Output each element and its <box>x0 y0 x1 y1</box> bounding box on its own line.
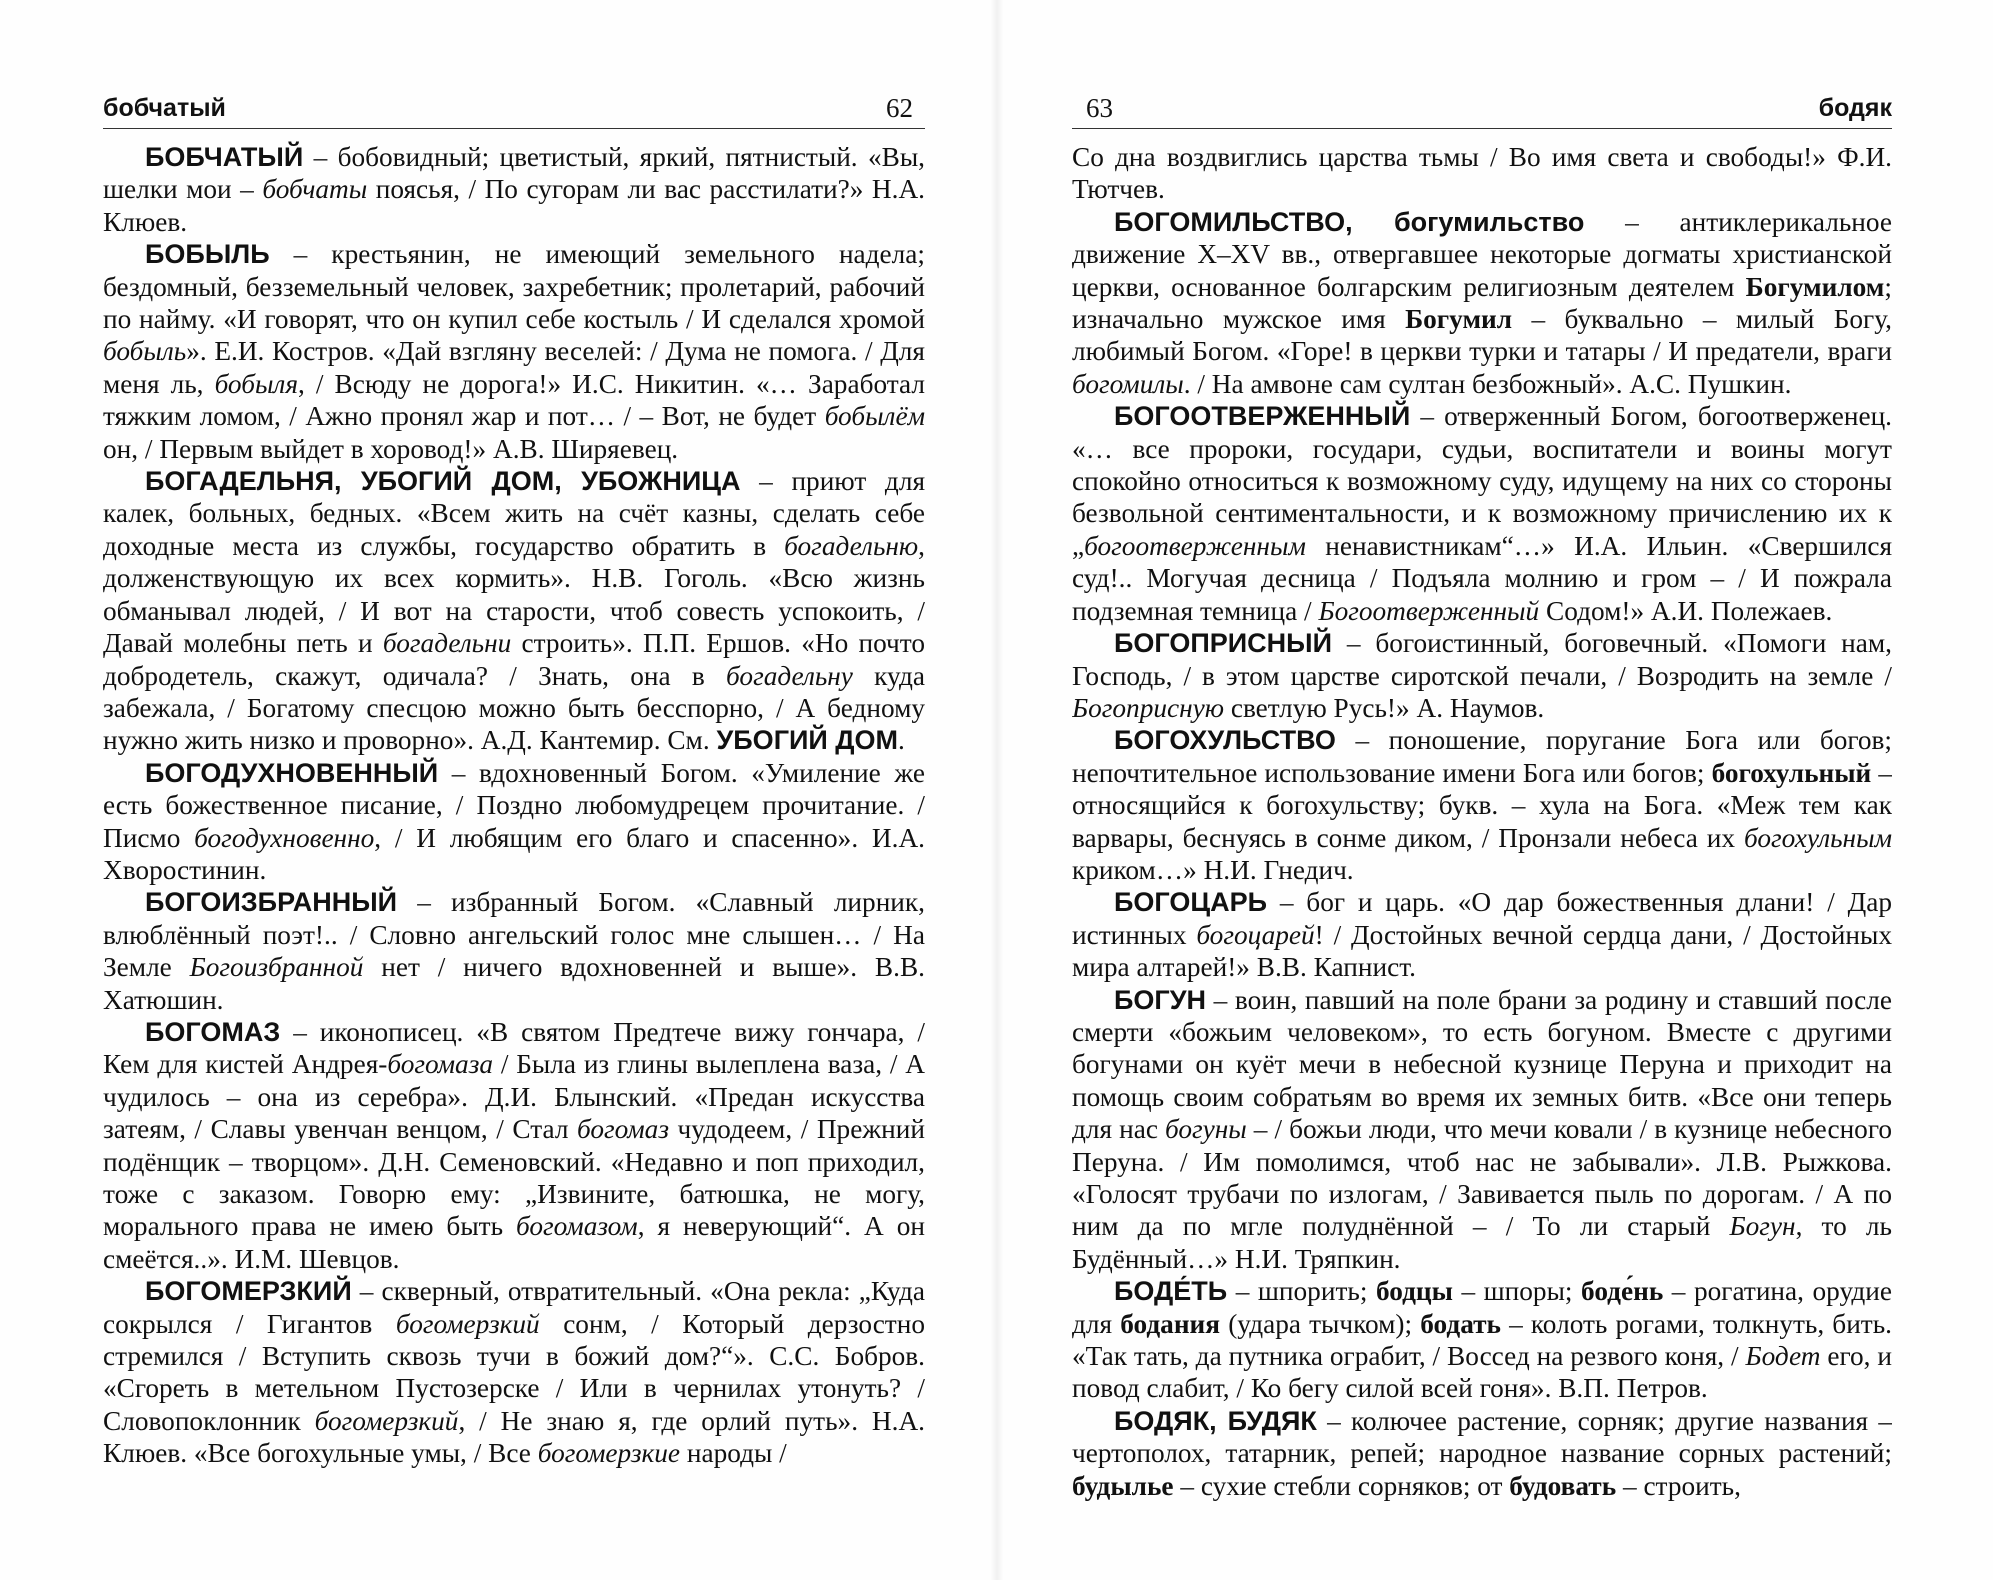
dictionary-entry <box>103 886 925 1016</box>
italic-example-word: богомилы <box>1072 368 1184 399</box>
book-spine <box>990 0 1004 1580</box>
entry-text: – воин, павший на поле брани за родину и ставший после смерти «божьим человеком», то есть богуном. Вместе с другими богунами он куёт мечи в небесной кузнице Перуна и приходит на помощь своим собратьям во время их земных битв. «Все они теперь для нас <box>1072 984 1892 1145</box>
left-running-word: бобчатый <box>103 94 226 122</box>
entry-text: он, / Первым выйдет в хоровод!» А.В. Ширяевец. <box>103 433 679 464</box>
entry-text: / Была из глины вылеплена ваза, / А чудилось – она из серебра». Д.И. Блынский. «Предан искусства затеям, / Славы увенчан венцом, / Стал <box>103 1049 925 1145</box>
entry-headword: БОДЯК, БУДЯК <box>1114 1405 1317 1436</box>
entry-text: , я неверующий“. А он смеётся..». И.М. Шевцов. <box>103 1211 925 1274</box>
entry-text: – колоть рогами, толкнуть, бить. «Так тать, да путника ограбит, / Воссед на резвого коня, / <box>1072 1308 1892 1372</box>
bold-term: бодания <box>1120 1308 1221 1339</box>
entry-text: – скверный, отвратительный. «Она рекла: „Куда сокрылся / Гигантов <box>103 1276 925 1339</box>
dictionary-entry <box>1072 1275 1892 1405</box>
italic-example-word: богадельну <box>726 660 853 691</box>
italic-example-word: богомерзкие <box>537 1438 681 1469</box>
entry-text: , то ль Будённый…» Н.И. Тряпкин. <box>1072 1211 1892 1274</box>
dictionary-entry <box>103 1275 925 1469</box>
bold-term: Богумил <box>1405 304 1513 335</box>
right-running-head <box>1072 92 1892 129</box>
right-running-word: бодяк <box>1818 94 1892 122</box>
cross-reference: УБОГИЙ ДОМ <box>716 725 899 756</box>
entry-text: – сухие стебли сорняков; от <box>1173 1470 1510 1501</box>
italic-example-word: бобыль <box>103 336 187 367</box>
entry-text: чудодеем, / Прежний подёнщик – творцом». Д.Н. Семеновский. «Недавно и поп приходил, тоже с заказом. Говорю ему: „Извините, батюшка, не могу, морального права не имею быть <box>103 1114 925 1242</box>
italic-example-word: богадельню <box>784 530 919 561</box>
entry-text: народы / <box>680 1438 787 1469</box>
entry-headword: БОГОИЗБРАННЫЙ <box>145 887 398 918</box>
entry-text: – бобовидный; цветистый, яркий, пятнистый. «Вы, шелки мои – <box>103 142 925 205</box>
entry-text: – вдохновенный Богом. «Умиление же есть божественное писание, / Поздно любомудрецем прочитание. / Писмо <box>103 757 925 853</box>
entry-headword: БОГООТВЕРЖЕННЫЙ <box>1114 401 1411 432</box>
entry-text: строить». П.П. Ершов. «Но почто добродетель, скажут, одичала? / Знать, она в <box>103 628 925 691</box>
bold-term: боде́нь <box>1581 1276 1664 1307</box>
entry-text: поясья, / По сугорам ли вас расстилати?» Н.А. Клюев. <box>103 174 925 237</box>
entry-text: – колючее растение, сорняк; другие названия – чертополох, татарник, репей; народное название сорных растений; <box>1072 1405 1892 1469</box>
entry-text: – избранный Богом. «Славный лирник, влюблённый поэт!.. / Словно ангельский голос мне слышен… / На Земле <box>103 887 925 983</box>
bold-term: Богумилом <box>1745 271 1885 302</box>
bold-term: будылье <box>1072 1470 1174 1501</box>
left-page-text <box>103 141 925 1470</box>
entry-text: ». Е.И. Костров. «Дай взгляну веселей: / Дума не помога. / Для меня ль, <box>103 336 925 399</box>
italic-example-word: Богоизбранной <box>189 952 364 983</box>
left-running-head <box>103 92 925 129</box>
dictionary-entry <box>1072 984 1892 1276</box>
entry-headword: БОГОХУЛЬСТВО <box>1114 725 1336 756</box>
entry-headword: БОГУН <box>1114 984 1207 1015</box>
right-page-text <box>1072 141 1892 1502</box>
entry-text: куда забежала, / Богатому спесцою можно быть бесспорно, / А бедному нужно жить низко и проворно». А.Д. Кантемир. См. <box>103 660 925 756</box>
entry-continuation <box>1072 141 1892 206</box>
italic-example-word: богоцарей <box>1196 919 1315 950</box>
italic-example-word: богомазом <box>516 1211 638 1242</box>
italic-example-word: богадельни <box>382 628 512 659</box>
entry-text: ненавистникам“…» И.А. Ильин. «Свершился суд!.. Могучая десница / Подъяла молнию и гром – / И пожрала подземная темница / <box>1072 530 1892 626</box>
left-page <box>103 92 925 1562</box>
entry-headword: БОГОМЕРЗКИЙ <box>145 1276 352 1307</box>
italic-example-word: богуны <box>1164 1114 1247 1145</box>
bold-term: бодцы <box>1375 1276 1453 1307</box>
entry-text: – иконописец. «В святом Предтече вижу гончара, / Кем для кистей Андрея- <box>103 1016 925 1080</box>
entry-text: криком…» Н.И. Гнедич. <box>1072 854 1354 885</box>
dictionary-entry <box>103 1016 925 1275</box>
italic-example-word: богохульным <box>1743 822 1892 853</box>
entry-text: – антиклерикальное движение X–XV вв., отвергавшее некоторые догматы христианской церкви, основанное болгарским религиозным деятелем <box>1072 206 1892 302</box>
italic-example-word: бобыля <box>214 368 299 399</box>
italic-example-word: богомаз <box>576 1114 669 1145</box>
dictionary-entry <box>1072 886 1892 983</box>
entry-text: – относящийся к богохульству; букв. – хула на Бога. «Меж тем как варвары, беснуясь в сонме диком, / Пронзали небеса их <box>1072 757 1892 853</box>
entry-text: нет / ничего вдохновенней и выше». В.В. Хатюшин. <box>103 952 925 1015</box>
entry-text: , / Не знаю я, где орлий путь». Н.А. Клюев. «Все богохульные умы, / Все <box>103 1405 925 1469</box>
italic-example-word: Богун <box>1729 1211 1796 1242</box>
bold-term: будовать <box>1509 1470 1617 1501</box>
dictionary-entry <box>1072 724 1892 886</box>
right-page <box>1072 92 1892 1562</box>
entry-text: – приют для калек, больных, бедных. «Всем жить на счёт казны, сделать себе доходные места из службы, государство обратить в <box>103 466 925 561</box>
entry-text: . / На амвоне сам султан безбожный». А.С. Пушкин. <box>1183 368 1792 399</box>
entry-text: – крестьянин, не имеющий земельного надела; бездомный, безземельный человек, захребетник; пролетарий, рабочий по найму. «И говорят, что он купил себе костыль / И сделался хромой <box>103 239 925 335</box>
entry-text: – богоистинный, боговечный. «Помоги нам, Господь, / в этом царстве сиротской печали, / Возродить на земле / <box>1072 628 1892 691</box>
entry-text: , / Всюду не дорога!» И.С. Никитин. «… Заработал тяжким ломом, / Ажно пронял жар и пот… / – Вот, не будет <box>103 368 925 432</box>
entry-headword: БОГОДУХНОВЕННЫЙ <box>145 757 439 788</box>
entry-text: – шпоры; <box>1452 1276 1582 1307</box>
entry-text: Содом!» А.И. Полежаев. <box>1539 595 1833 626</box>
entry-headword: БОБЧАТЫЙ <box>145 142 304 172</box>
bold-term: бодать <box>1420 1308 1501 1339</box>
italic-example-word: богомаза <box>387 1049 494 1080</box>
entry-text: – / божьи люди, что мечи ковали / в кузнице небесного Перуна. / Им помолимся, чтоб нас не забывали». Л.В. Рыжкова. «Голосят трубачи по излогам, / Завивается пыль по дорогам. / А по ним да по мгле полуднённой – / То ли старый <box>1072 1114 1892 1242</box>
entry-text: ! / Достойных вечной сердца дани, / Достойных мира алтарей!» В.В. Капнист. <box>1072 919 1892 983</box>
entry-text: – отверженный Богом, богоотверженец. «… все пророки, государи, судьи, воспитатели и воины могут спокойно относиться к возможному суду, идущему на них со стороны безвольной сентиментальности, и к возможному причислению их к „ <box>1072 401 1892 561</box>
italic-example-word: Богоприсную <box>1072 692 1225 723</box>
entry-text: светлую Русь!» А. Наумов. <box>1224 692 1545 723</box>
right-page-number: 63 <box>1086 93 1113 123</box>
entry-headword: БОГОМАЗ <box>145 1016 281 1047</box>
entry-text: – поношение, поругание Бога или богов; непочтительное использование имени Бога или богов; <box>1072 725 1892 788</box>
italic-example-word: бобылём <box>824 401 925 432</box>
italic-example-word: богоотверженным <box>1084 530 1306 561</box>
dictionary-entry <box>103 238 925 465</box>
entry-text: – строить, <box>1616 1470 1741 1501</box>
entry-text: – буквально – милый Богу, любимый Богом. «Горе! в церкви турки и татары / И предатели, враги <box>1072 304 1892 367</box>
dictionary-entry <box>1072 206 1892 400</box>
italic-example-word: Бодет <box>1745 1341 1821 1372</box>
entry-text: Со дна воздвиглись царства тьмы / Во имя света и свободы!» Ф.И. Тютчев. <box>1072 142 1892 205</box>
dictionary-entry <box>1072 1405 1892 1502</box>
entry-text: (удара тычком); <box>1220 1308 1421 1339</box>
dictionary-entry <box>1072 627 1892 724</box>
dictionary-entry <box>103 757 925 887</box>
italic-example-word: богодухновенно <box>194 822 375 853</box>
left-page-number: 62 <box>886 93 913 123</box>
italic-example-word: Богоотверженный <box>1318 595 1540 626</box>
entry-text: – бог и царь. «О дар божественныя длани! / Дар истинных <box>1072 887 1892 950</box>
dictionary-entry <box>103 465 925 757</box>
entry-text: сонм, / Который дерзостно стремился / Вступить сквозь тучи в божий дом?“». С.С. Бобров. «Сгореть в метельном Пустозерске / Или в чернилах утонуть? / Словопоклонник <box>103 1308 925 1436</box>
entry-headword: БОГОМИЛЬСТВО, богумильство <box>1114 206 1585 237</box>
entry-text: его, и повод слабит, / Ко бегу силой всей гоня». В.П. Петров. <box>1072 1341 1892 1404</box>
italic-example-word: бобчаты <box>262 174 368 205</box>
entry-headword: БОБЫЛЬ <box>145 239 270 270</box>
entry-text: , долженствующую их всех кормить». Н.В. Гоголь. «Всю жизнь обманывал людей, / И вот на старости, чтоб совесть успокоить, / Давай молебны петь и <box>103 530 925 659</box>
dictionary-entry <box>103 141 925 238</box>
entry-text: – шпорить; <box>1227 1276 1376 1307</box>
entry-text: – рогатина, орудие для <box>1072 1276 1892 1339</box>
dictionary-entry <box>1072 400 1892 627</box>
entry-headword: БОГАДЕЛЬНЯ, УБОГИЙ ДОМ, УБОЖНИЦА <box>145 466 741 497</box>
bold-term: богохульный <box>1711 757 1872 788</box>
entry-headword: БОГОЦАРЬ <box>1114 887 1267 918</box>
entry-text: ; изначально мужское имя <box>1072 271 1892 335</box>
entry-text: , / И любящим его благо и спасенно». И.А. Хворостинин. <box>103 822 925 885</box>
entry-headword: БОГОПРИСНЫЙ <box>1114 628 1333 659</box>
entry-headword: БОДЕ́ТЬ <box>1114 1276 1228 1307</box>
italic-example-word: богомерзкий <box>314 1405 459 1436</box>
italic-example-word: богомерзкий <box>395 1308 540 1339</box>
entry-text: . <box>898 725 905 756</box>
